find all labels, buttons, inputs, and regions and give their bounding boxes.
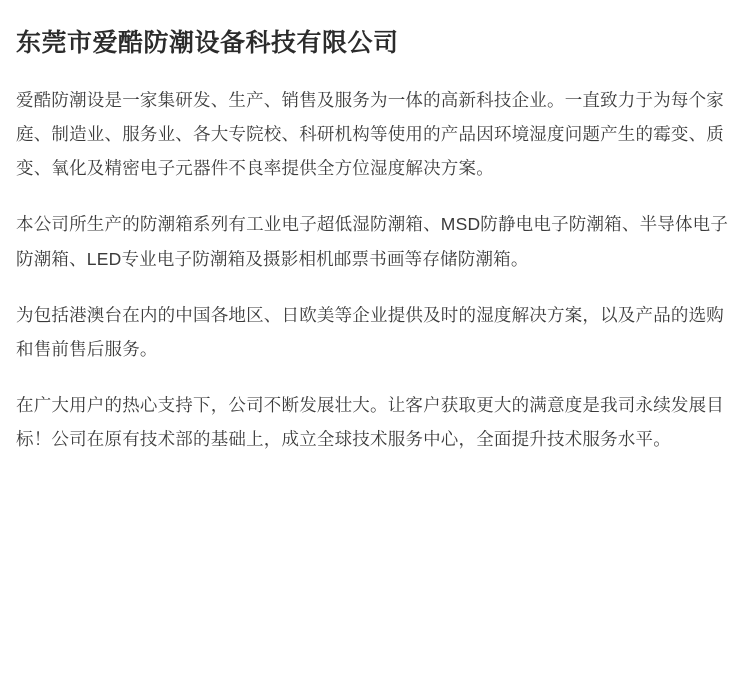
paragraph-service-regions: 为包括港澳台在内的中国各地区、日欧美等企业提供及时的湿度解决方案，以及产品的选购和售前售后服务。: [16, 304, 724, 359]
paragraph-customer-support: 在广大用户的热心支持下，公司不断发展壮大。让客户获取更大的满意度是我司永续发展目标！公司在原有技术部的基础上，成立全球技术服务中心，全面提升技术服务水平。: [16, 394, 724, 449]
paragraph-company-intro: 爱酷防潮设是一家集研发、生产、销售及服务为一体的高新科技企业。一直致力于为每个家庭、制造业、服务业、各大专院校、科研机构等使用的产品因环境湿度问题产生的霉变、质变、氧化及精密电子元器件不良率提供全方位湿度解决方案。: [16, 90, 724, 179]
page-title: 东莞市爱酷防潮设备科技有限公司: [16, 29, 399, 57]
paragraph-product-series: 本公司所生产的防潮箱系列有工业电子超低湿防潮箱、MSD防静电电子防潮箱、半导体电子防潮箱、LED专业电子防潮箱及摄影相机邮票书画等存储防潮箱。: [16, 214, 729, 269]
